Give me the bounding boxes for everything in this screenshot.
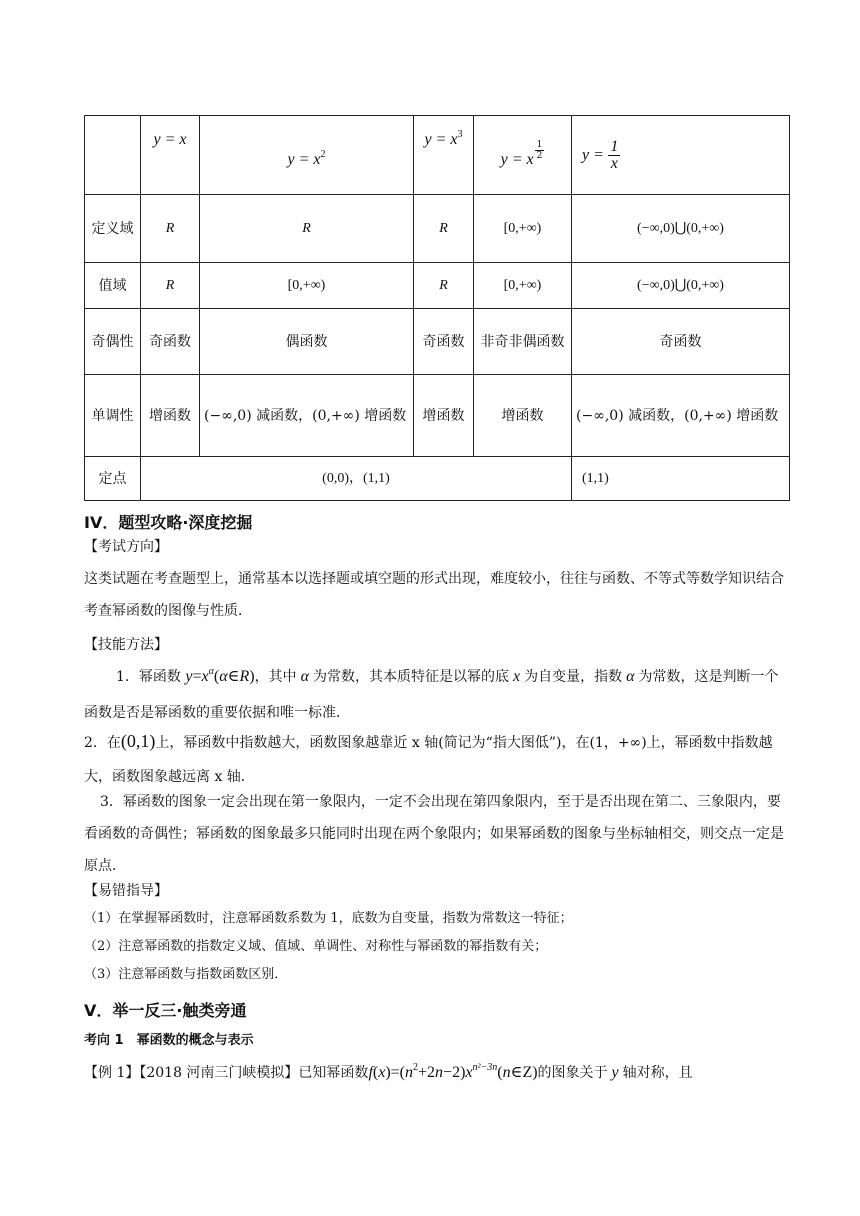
table-header-row	[85, 116, 790, 195]
error-item: （3）注意幂函数与指数函数区别．	[84, 967, 288, 982]
table-row-fixed-point	[85, 457, 790, 501]
row-label: 值域	[85, 263, 141, 309]
table-row-range	[85, 263, 790, 309]
exam-direction-text: 这类试题在考查题型上，通常基本以选择题或填空题的形式出现，难度较小，往往与函数、不等式等数学知识结合考查幂函数的图像与性质．	[84, 571, 784, 619]
table-row-domain	[85, 195, 790, 263]
power-function-table	[84, 115, 790, 501]
cell: R	[141, 263, 200, 309]
cell: (−∞,0)⋃(0,+∞)	[572, 195, 790, 263]
error-label: 【易错指导】	[84, 883, 168, 899]
error-item: （2）注意幂函数的指数定义域、值域、单调性、对称性与幂函数的幂指数有关；	[84, 939, 548, 954]
error-item: （1）在掌握幂函数时，注意幂函数系数为 1，底数为自变量，指数为常数这一特征；	[84, 911, 573, 926]
cell: R	[414, 263, 474, 309]
cell: [0,+∞)	[474, 195, 572, 263]
example-1: 【例 1】【2018 河南三门峡模拟】已知幂函数$f(x)=(n^2+2n-2)x^{n^2-3n}(n\in Z)$的图象关于 y 轴对称，且	[84, 1062, 693, 1081]
header-y-x: y = x	[141, 116, 200, 195]
cell: R	[141, 195, 200, 263]
cell: (−∞,0) 减函数，(0,+∞) 增函数	[572, 375, 790, 457]
cell: R	[414, 195, 474, 263]
cell: (1,1)	[572, 457, 790, 501]
cell: [0,+∞)	[474, 263, 572, 309]
cell: (−∞,0) 减函数，(0,+∞) 增函数	[200, 375, 414, 457]
table-row-monotonicity	[85, 375, 790, 457]
table-corner	[85, 116, 141, 195]
header-y-x2: $y = x^2$	[200, 116, 414, 195]
table-row-parity	[85, 309, 790, 375]
method-3: 3．幂函数的图象一定会出现在第一象限内，一定不会出现在第四象限内，至于是否出现在第二、三象限内，要看函数的奇偶性；幂函数的图象最多只能同时出现在两个象限内；如果幂函数的图象与坐标轴相交，则交点一定是原点．	[84, 794, 784, 874]
cell: 增函数	[414, 375, 474, 457]
row-label: 奇偶性	[85, 309, 141, 375]
row-label: 单调性	[85, 375, 141, 457]
cell: 偶函数	[200, 309, 414, 375]
cell: (−∞,0)⋃(0,+∞)	[572, 263, 790, 309]
header-y-inverse-x: y = $\frac{1}{x}$	[572, 116, 790, 195]
cell: 奇函数	[572, 309, 790, 375]
row-label: 定点	[85, 457, 141, 501]
cell: 奇函数	[414, 309, 474, 375]
method-label: 【技能方法】	[84, 637, 168, 653]
section-4-title: IV．题型攻略·深度挖掘	[84, 513, 253, 532]
method-2: 2．在(0,1)上，幂函数中指数越大，函数图象越靠近 x 轴(简记为“指大图低”)，在(1，+∞)上，幂函数中指数越大，函数图象越远离 x 轴．	[84, 731, 773, 785]
subsection-title: 考向 1 幂函数的概念与表示	[84, 1033, 254, 1048]
cell: 增函数	[141, 375, 200, 457]
header-y-x3: $y = x^3$	[414, 116, 474, 195]
row-label: 定义域	[85, 195, 141, 263]
cell: 非奇非偶函数	[474, 309, 572, 375]
error-list	[84, 905, 573, 989]
cell: (0,0)，(1,1)	[141, 457, 572, 501]
exam-direction-label: 【考试方向】	[84, 539, 168, 555]
section-5-title: V．举一反三·触类旁通	[84, 1001, 247, 1020]
cell: 增函数	[474, 375, 572, 457]
cell: [0,+∞)	[200, 263, 414, 309]
header-y-sqrt-x: y = x $\frac{1}{2}$	[474, 116, 572, 195]
cell: R	[200, 195, 414, 263]
method-1: 1．幂函数 $y=x^\alpha(\alpha\in R)$，其中 α 为常数，其本质特征是以幂的底 x 为自变量，指数 α 为常数，这是判断一个函数是否是幂函数的重要依据和唯一标准．	[84, 666, 779, 721]
cell: 奇函数	[141, 309, 200, 375]
